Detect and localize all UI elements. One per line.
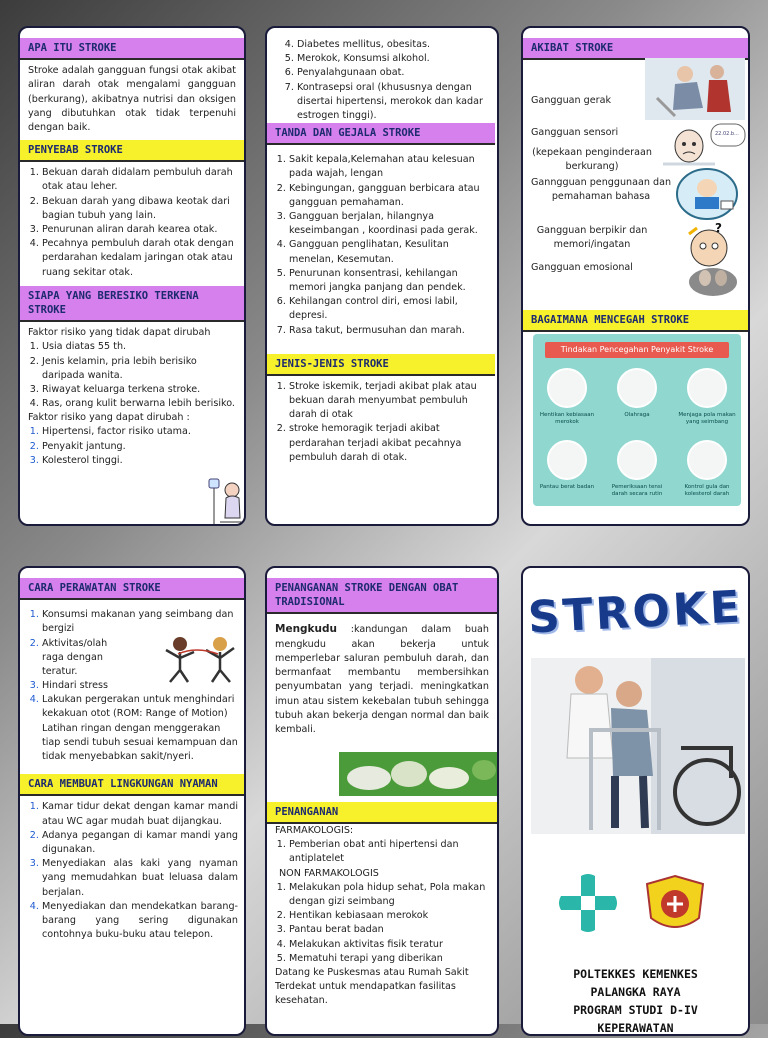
list-item: 1. Melakukan pola hidup sehat, Pola makan dengan gizi seimbang xyxy=(289,881,491,909)
non-farmakologis-label: NON FARMAKOLOGIS xyxy=(279,867,379,879)
list-item: 1. Bekuan darah didalam pembuluh darah otak atau leher. xyxy=(42,166,238,194)
institution-line-3: PROGRAM STUDI D-IV xyxy=(573,1003,698,1017)
prevention-label: Pemeriksaan tensi darah secara rutin xyxy=(611,484,663,497)
heading-obat-tradisional: PENANGANAN STROKE DENGAN OBAT TRADISIONAL xyxy=(267,578,497,614)
perawatan-list xyxy=(20,608,244,764)
list-item: 4. Ras, orang kulit berwarna lebih berisiko. xyxy=(42,397,238,411)
list-item: 3. Penurunan aliran darah kearea otak. xyxy=(42,223,238,237)
list-item: 4. Melakukan aktivitas fisik teratur xyxy=(289,938,491,952)
list-item: 4. Gangguan penglihatan, Kesulitan menelan, Kesemutan. xyxy=(289,238,491,266)
gejala-list xyxy=(267,153,497,337)
list-item: 3. Hindari stress xyxy=(42,679,238,693)
panel-perawatan xyxy=(18,566,246,1036)
akibat-bahasa: Ganngguan penggunaan dan pemahaman bahasa xyxy=(530,177,672,203)
panel-gejala xyxy=(265,26,499,526)
list-item: 5. Penurunan konsentrasi, kehilangan memori jangka panjang dan pendek. xyxy=(289,267,491,295)
heading-jenis-stroke: JENIS-JENIS STROKE xyxy=(267,354,495,376)
akibat-gerak: Gangguan gerak xyxy=(531,95,612,106)
emotion-illustration xyxy=(683,260,743,296)
prevention-infographic xyxy=(533,334,741,506)
list-item: 5. Mematuhi terapi yang diberikan xyxy=(289,952,491,966)
mengkudu-body: :kandungan dalam buah mengkudu akan bekerja untuk memperlebar saluran pembuluh darah, dan bermanfaat membantu membersihkan penyumbatan yang terjadi. meningkatkan imun atau sistem kekebalan tubuh sehingga tubuh akan bekerja dengan normal dan baik kembali. xyxy=(275,624,489,735)
penanganan-closing: Datang ke Puskesmas atau Rumah Sakit Terdekat untuk mendapatkan fasilitas kesehatan. xyxy=(275,966,469,1007)
elderly-iv-illustration xyxy=(206,476,246,526)
poltekkes-logo xyxy=(643,874,707,936)
akibat-emosi: Gangguan emosional xyxy=(531,262,633,273)
list-item: 3. Pantau berat badan xyxy=(289,923,491,937)
heading-penyebab-stroke: PENYEBAB STROKE xyxy=(20,140,244,162)
glucose-meter-icon xyxy=(687,440,727,480)
heading-penanganan: PENANGANAN xyxy=(267,802,497,824)
panel-akibat xyxy=(521,26,750,526)
akibat-sensori-sub: (kepekaan penginderaan berkurang) xyxy=(532,147,652,173)
heading-bagaimana-mencegah: BAGAIMANA MENCEGAH STROKE xyxy=(523,310,748,332)
healthy-diet-icon xyxy=(687,368,727,408)
exercise-icon xyxy=(617,368,657,408)
non-farmakologis-list xyxy=(267,881,497,966)
institution-line-2: PALANGKA RAYA xyxy=(590,985,681,999)
mengkudu-lead: Mengkudu xyxy=(275,623,338,636)
svg-text:22.02.b...: 22.02.b... xyxy=(715,131,739,137)
list-item: 2. stroke hemoragik terjadi akibat perdarahan terjadi akibat pecahnya pembuluh darah di otak. xyxy=(289,422,491,465)
list-item: 2. Adanya pegangan di kamar mandi yang digunakan. xyxy=(42,829,238,857)
heading-siapa-beresiko: SIAPA YANG BERESIKO TERKENA STROKE xyxy=(20,286,244,322)
list-item: 2. Jenis kelamin, pria lebih berisiko daripada wanita. xyxy=(42,355,238,383)
list-item: 2. Aktivitas/olah raga dengan teratur. xyxy=(42,637,238,680)
heading-apa-itu-stroke: APA ITU STROKE xyxy=(20,38,244,60)
list-item: 1. Konsumsi makanan yang seimbang dan bergizi xyxy=(42,608,238,636)
heading-akibat-stroke: AKIBAT STROKE xyxy=(523,38,748,60)
farmakologis-list xyxy=(267,838,497,866)
list-item: 2. Bekuan darah yang dibawa keotak dari bagian tubuh yang lain. xyxy=(42,195,238,223)
lingkungan-list xyxy=(20,800,244,942)
penyebab-list xyxy=(20,166,244,280)
akibat-sensori: Gangguan sensori xyxy=(531,127,619,138)
cover-title: STROKE xyxy=(526,581,745,644)
fall-illustration xyxy=(645,58,745,120)
heading-tanda-gejala: TANDA DAN GEJALA STROKE xyxy=(267,123,495,145)
faktor-lanjutan-list xyxy=(267,38,497,123)
list-item: 1. Usia diatas 55 th. xyxy=(42,340,238,354)
heading-cara-perawatan: CARA PERAWATAN STROKE xyxy=(20,578,244,600)
panel-penanganan xyxy=(265,566,499,1036)
noni-fruit-image xyxy=(339,752,497,796)
faktor-tidak-dapat-label: Faktor risiko yang tidak dapat dirubah xyxy=(28,327,211,339)
list-item: 1. Pemberian obat anti hipertensi dan antiplatelet xyxy=(289,838,491,866)
list-item: 2. Kebingungan, gangguan berbicara atau gangguan pemahaman. xyxy=(289,182,491,210)
faktor-dapat-list xyxy=(20,425,244,468)
patient-walker-photo xyxy=(531,658,745,834)
institution-line-1: POLTEKKES KEMENKES xyxy=(573,967,698,981)
list-item: 3. Gangguan berjalan, hilangnya keseimbangan , koordinasi pada gerak. xyxy=(289,210,491,238)
weight-scale-icon xyxy=(547,440,587,480)
panel-apa-itu-stroke xyxy=(18,26,246,526)
prevention-label: Menjaga pola makan yang seimbang xyxy=(678,412,736,425)
list-item: 2. Hentikan kebiasaan merokok xyxy=(289,909,491,923)
farmakologis-label: FARMAKOLOGIS: xyxy=(275,825,354,836)
prevention-label: Pantau berat badan xyxy=(539,484,595,490)
list-item: 3. Menyediakan alas kaki yang nyaman yang memudahkan buat leluasa dalam berjalan. xyxy=(42,857,238,900)
list-item: 4. Diabetes mellitus, obesitas. xyxy=(297,38,491,52)
svg-text:?: ? xyxy=(715,221,722,235)
list-item: 3. Kolesterol tinggi. xyxy=(42,454,204,468)
heading-lingkungan-nyaman: CARA MEMBUAT LINGKUNGAN NYAMAN xyxy=(20,774,244,796)
list-item: 6. Kehilangan control diri, emosi labil, depresi. xyxy=(289,295,491,323)
faktor-tidak-dapat-list xyxy=(20,340,244,411)
infographic-title: Tindakan Pencegahan Penyakit Stroke xyxy=(545,342,729,358)
list-item: 3. Riwayat keluarga terkena stroke. xyxy=(42,383,238,397)
apa-itu-stroke-text: Stroke adalah gangguan fungsi otak akibat aliran darah otak mengalami gangguan (berkurang), akibatnya nutrisi dan oksigen yang dibutuhkan otak tidak terpenuhi dengan baik. xyxy=(28,65,236,133)
faktor-dapat-label: Faktor risiko yang dapat dirubah : xyxy=(28,412,190,424)
list-item: 7. Kontrasepsi oral (khususnya dengan disertai hipertensi, merokok dan kadar estrogen tinggi). xyxy=(297,81,491,124)
institution-line-4: KEPERAWATAN xyxy=(597,1021,674,1035)
prevention-label: Kontrol gula dan kolesterol darah xyxy=(684,484,730,497)
sensory-illustration xyxy=(653,120,747,172)
panel-cover xyxy=(521,566,750,1036)
list-item: 1. Hipertensi, factor risiko utama. xyxy=(42,425,204,439)
exercise-illustration xyxy=(156,634,244,684)
list-item: 7. Rasa takut, bermusuhan dan marah. xyxy=(289,324,491,338)
prevention-label: Olahraga xyxy=(624,412,650,418)
list-item: 6. Penyalahgunaan obat. xyxy=(297,66,491,80)
list-item: 1. Sakit kepala,Kelemahan atau kelesuan pada wajah, lengan xyxy=(289,153,491,181)
kemenkes-logo xyxy=(557,872,619,934)
no-smoking-icon xyxy=(547,368,587,408)
mengkudu-text xyxy=(267,622,497,737)
list-item: 1. Kamar tidur dekat dengan kamar mandi atau WC agar mudah buat dijangkau. xyxy=(42,800,238,828)
list-item: 5. Merokok, Konsumsi alkohol. xyxy=(297,52,491,66)
list-item: 1. Stroke iskemik, terjadi akibat plak atau bekuan darah menyumbat pembuluh darah di otak xyxy=(289,380,491,423)
language-illustration xyxy=(673,166,739,222)
list-item: 4. Pecahnya pembuluh darah otak dengan perdarahan kedalam jaringan otak atau ruang sekitar otak. xyxy=(42,237,238,280)
jenis-list xyxy=(267,380,497,465)
list-item: 4. Lakukan pergerakan untuk menghindari kekakuan otot (ROM: Range of Motion) Latihan ringan dengan menggerakan tiap sendi tubuh sesuai kemampuan dan tidak menyebabkan sakit/nyeri. xyxy=(42,693,238,764)
akibat-memori: Gangguan berpikir dan memori/ingatan xyxy=(536,225,648,251)
blood-pressure-icon xyxy=(617,440,657,480)
list-item: 2. Penyakit jantung. xyxy=(42,440,204,454)
prevention-label: Hentikan kebiasaan merokok xyxy=(539,412,595,425)
list-item: 4. Menyediakan dan mendekatkan barang-barang yang sering digunakan contohnya buku-buku atau telepon. xyxy=(42,900,238,943)
